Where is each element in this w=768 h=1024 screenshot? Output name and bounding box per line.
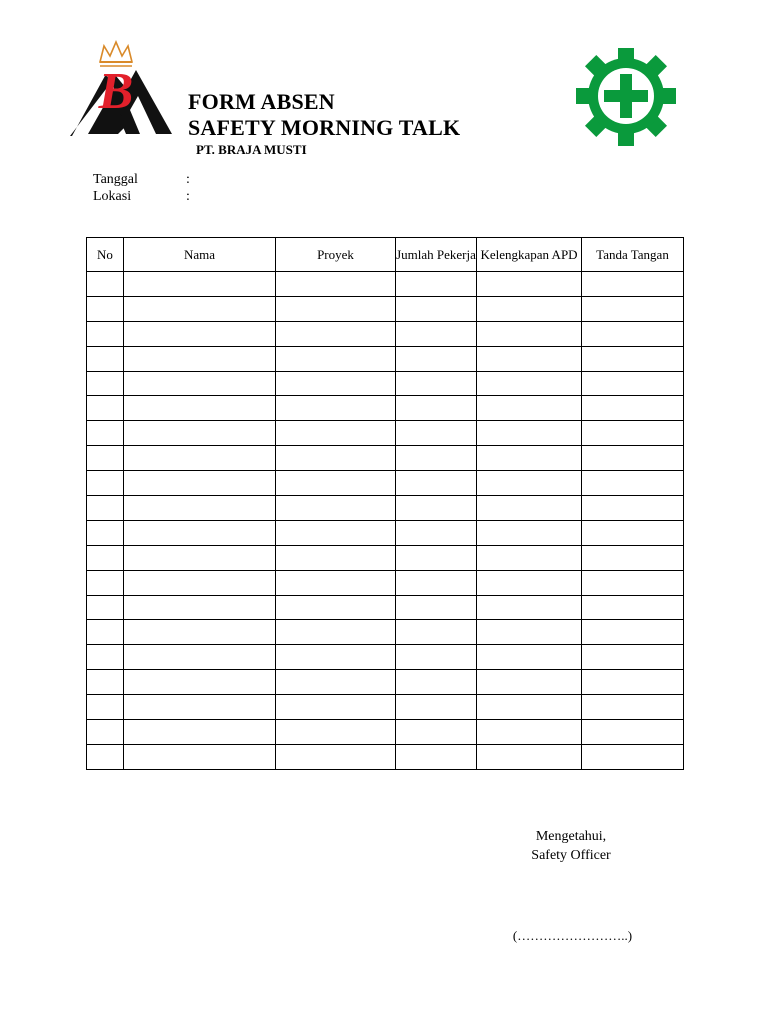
table-cell[interactable] — [582, 720, 684, 745]
table-cell[interactable] — [87, 321, 124, 346]
table-cell[interactable] — [396, 296, 477, 321]
table-cell[interactable] — [396, 396, 477, 421]
table-cell[interactable] — [87, 421, 124, 446]
table-cell[interactable] — [582, 446, 684, 471]
table-cell[interactable] — [582, 496, 684, 521]
table-cell[interactable] — [477, 371, 582, 396]
table-cell[interactable] — [124, 371, 276, 396]
table-cell[interactable] — [124, 744, 276, 769]
table-cell[interactable] — [87, 620, 124, 645]
table-cell[interactable] — [124, 421, 276, 446]
table-cell[interactable] — [124, 545, 276, 570]
table-row — [87, 695, 684, 720]
table-cell[interactable] — [87, 720, 124, 745]
table-cell[interactable] — [477, 321, 582, 346]
table-cell[interactable] — [276, 396, 396, 421]
table-cell[interactable] — [276, 545, 396, 570]
table-cell[interactable] — [124, 570, 276, 595]
table-cell[interactable] — [582, 396, 684, 421]
table-cell[interactable] — [477, 570, 582, 595]
table-cell[interactable] — [396, 545, 477, 570]
table-row — [87, 296, 684, 321]
k3-safety-gear-icon — [574, 48, 678, 148]
table-cell[interactable] — [276, 570, 396, 595]
table-row — [87, 496, 684, 521]
ack-line1: Mengetahui, — [535, 829, 607, 844]
table-cell[interactable] — [396, 346, 477, 371]
table-cell[interactable] — [477, 595, 582, 620]
table-cell[interactable] — [396, 421, 477, 446]
table-row — [87, 446, 684, 471]
table-cell[interactable] — [276, 620, 396, 645]
company-logo — [70, 40, 174, 140]
table-cell[interactable] — [582, 645, 684, 670]
table-cell[interactable] — [582, 670, 684, 695]
table-cell[interactable] — [582, 421, 684, 446]
table-cell[interactable] — [87, 520, 124, 545]
table-cell[interactable] — [124, 272, 276, 297]
table-cell[interactable] — [124, 346, 276, 371]
table-cell[interactable] — [276, 670, 396, 695]
table-cell[interactable] — [87, 346, 124, 371]
column-header-tanda-tangan: Tanda Tangan — [582, 238, 684, 272]
attendance-table — [86, 237, 684, 770]
table-cell[interactable] — [87, 545, 124, 570]
table-cell[interactable] — [477, 296, 582, 321]
column-header-proyek: Proyek — [276, 238, 396, 272]
table-cell[interactable] — [87, 744, 124, 769]
table-cell[interactable] — [477, 645, 582, 670]
table-cell[interactable] — [87, 595, 124, 620]
table-cell[interactable] — [87, 645, 124, 670]
table-cell[interactable] — [396, 595, 477, 620]
logo-letter: B — [98, 63, 134, 120]
table-cell[interactable] — [124, 595, 276, 620]
table-cell[interactable] — [396, 446, 477, 471]
table-cell[interactable] — [396, 645, 477, 670]
table-cell[interactable] — [396, 695, 477, 720]
table-cell[interactable] — [276, 520, 396, 545]
table-cell[interactable] — [276, 446, 396, 471]
table-cell[interactable] — [477, 620, 582, 645]
table-cell[interactable] — [582, 471, 684, 496]
table-cell[interactable] — [124, 471, 276, 496]
table-cell[interactable] — [477, 421, 582, 446]
table-cell[interactable] — [276, 496, 396, 521]
table-cell[interactable] — [396, 620, 477, 645]
column-header-jumlah-pekerja: Jumlah Pekerja — [396, 238, 477, 272]
table-cell[interactable] — [124, 720, 276, 745]
table-cell[interactable] — [396, 670, 477, 695]
table-cell[interactable] — [276, 272, 396, 297]
table-cell[interactable] — [582, 520, 684, 545]
table-cell[interactable] — [124, 321, 276, 346]
company-name: PT. BRAJA MUSTI — [196, 142, 307, 157]
table-cell[interactable] — [477, 720, 582, 745]
table-header-row — [87, 238, 684, 272]
column-header-no: No — [87, 238, 124, 272]
table-cell[interactable] — [582, 371, 684, 396]
table-cell[interactable] — [87, 396, 124, 421]
table-cell[interactable] — [582, 744, 684, 769]
table-cell[interactable] — [124, 396, 276, 421]
table-cell[interactable] — [396, 520, 477, 545]
table-cell[interactable] — [87, 296, 124, 321]
table-cell[interactable] — [87, 446, 124, 471]
table-row — [87, 371, 684, 396]
date-label: Tanggal — [93, 172, 138, 187]
table-cell[interactable] — [582, 570, 684, 595]
table-cell[interactable] — [276, 296, 396, 321]
date-field[interactable]: : — [186, 172, 190, 187]
table-row — [87, 272, 684, 297]
table-cell[interactable] — [477, 670, 582, 695]
table-row — [87, 720, 684, 745]
table-cell[interactable] — [124, 645, 276, 670]
table-cell[interactable] — [477, 396, 582, 421]
table-cell[interactable] — [87, 272, 124, 297]
table-cell[interactable] — [582, 695, 684, 720]
table-cell[interactable] — [276, 421, 396, 446]
table-row — [87, 620, 684, 645]
table-cell[interactable] — [582, 272, 684, 297]
table-cell[interactable] — [477, 545, 582, 570]
table-cell[interactable] — [582, 545, 684, 570]
table-cell[interactable] — [87, 670, 124, 695]
table-cell[interactable] — [124, 670, 276, 695]
table-cell[interactable] — [87, 695, 124, 720]
table-cell[interactable] — [87, 570, 124, 595]
table-cell[interactable] — [276, 720, 396, 745]
table-cell[interactable] — [477, 471, 582, 496]
table-cell[interactable] — [276, 471, 396, 496]
table-body — [87, 272, 684, 770]
table-cell[interactable] — [276, 346, 396, 371]
table-row — [87, 321, 684, 346]
table-cell[interactable] — [124, 520, 276, 545]
table-cell[interactable] — [477, 695, 582, 720]
form-title-line1: FORM ABSEN — [188, 89, 335, 114]
table-cell[interactable] — [276, 744, 396, 769]
location-label: Lokasi — [93, 189, 132, 204]
table-cell[interactable] — [87, 471, 124, 496]
table-row — [87, 545, 684, 570]
table-row — [87, 645, 684, 670]
table-cell[interactable] — [477, 744, 582, 769]
table-cell[interactable] — [396, 570, 477, 595]
table-cell[interactable] — [582, 620, 684, 645]
table-cell[interactable] — [396, 321, 477, 346]
table-cell[interactable] — [276, 695, 396, 720]
table-row — [87, 396, 684, 421]
table-cell[interactable] — [276, 321, 396, 346]
table-row — [87, 471, 684, 496]
table-cell[interactable] — [396, 496, 477, 521]
table-cell[interactable] — [582, 321, 684, 346]
table-row — [87, 670, 684, 695]
table-cell[interactable] — [582, 346, 684, 371]
form-title-line2: SAFETY MORNING TALK — [188, 115, 461, 140]
table-row — [87, 570, 684, 595]
table-cell[interactable] — [87, 496, 124, 521]
table-row — [87, 520, 684, 545]
table-cell[interactable] — [276, 645, 396, 670]
signature-line[interactable]: (……………………..) — [512, 928, 633, 943]
table-cell[interactable] — [396, 471, 477, 496]
table-cell[interactable] — [124, 446, 276, 471]
table-cell[interactable] — [396, 371, 477, 396]
table-cell[interactable] — [396, 272, 477, 297]
table-cell[interactable] — [124, 695, 276, 720]
table-cell[interactable] — [477, 446, 582, 471]
table-cell[interactable] — [124, 296, 276, 321]
table-cell[interactable] — [124, 620, 276, 645]
table-cell[interactable] — [477, 346, 582, 371]
acknowledgement — [508, 827, 634, 865]
table-cell[interactable] — [582, 296, 684, 321]
column-header-nama: Nama — [124, 238, 276, 272]
table-cell[interactable] — [477, 496, 582, 521]
column-header-kelengkapan-apd: Kelengkapan APD — [477, 238, 582, 272]
table-cell[interactable] — [582, 595, 684, 620]
location-field[interactable]: : — [186, 189, 190, 204]
table-row — [87, 421, 684, 446]
table-cell[interactable] — [87, 371, 124, 396]
table-cell[interactable] — [276, 371, 396, 396]
table-row — [87, 744, 684, 769]
table-cell[interactable] — [276, 595, 396, 620]
table-cell[interactable] — [396, 744, 477, 769]
table-cell[interactable] — [124, 496, 276, 521]
ack-line2: Safety Officer — [531, 848, 611, 863]
table-cell[interactable] — [396, 720, 477, 745]
table-row — [87, 346, 684, 371]
table-cell[interactable] — [477, 520, 582, 545]
table-row — [87, 595, 684, 620]
table-cell[interactable] — [477, 272, 582, 297]
